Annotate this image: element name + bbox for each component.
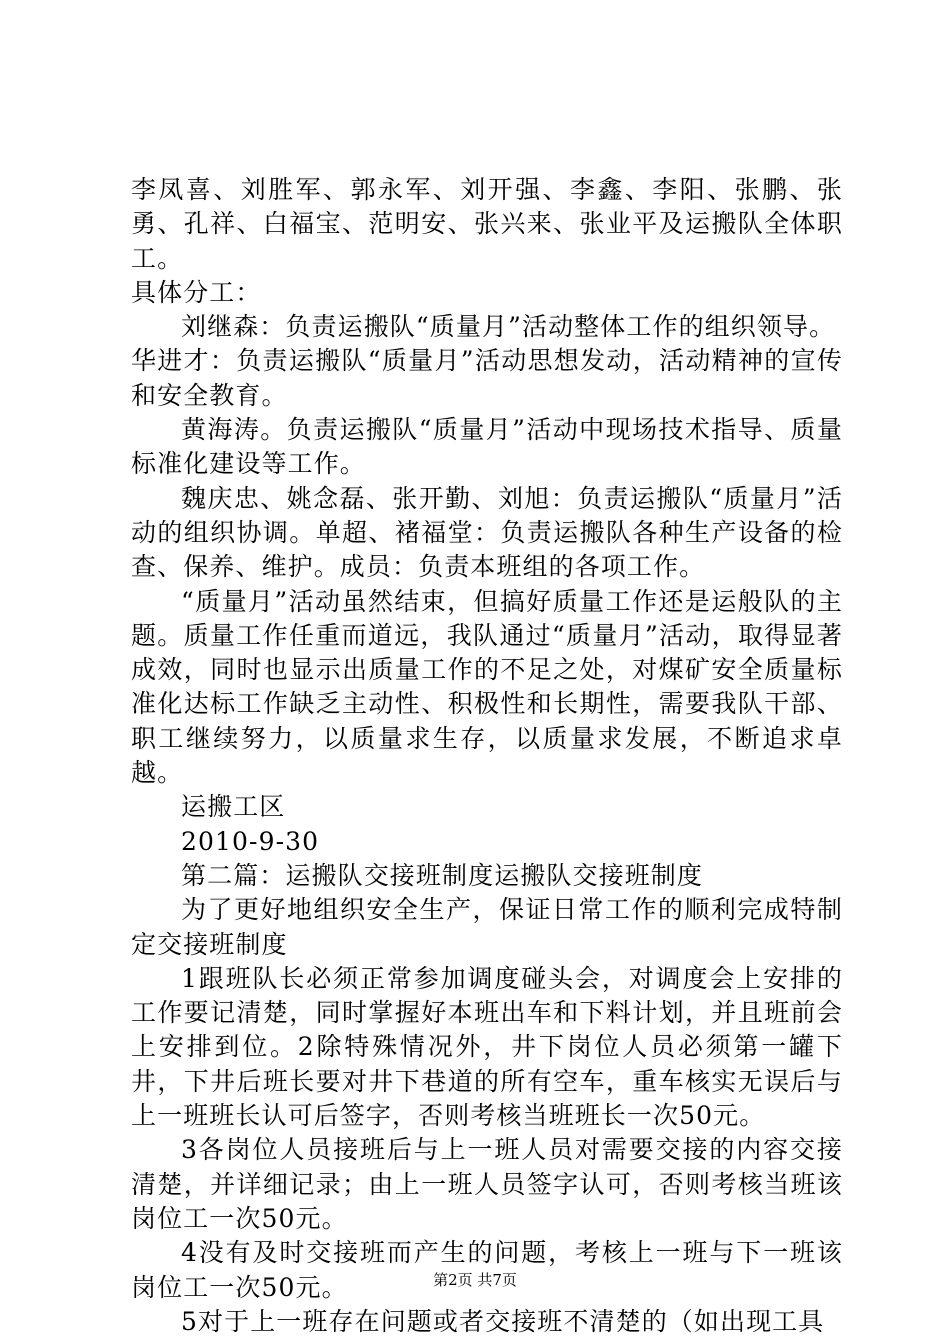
signature-unit: 运搬工区 bbox=[181, 792, 286, 822]
paragraph: 3各岗位人员接班后与上一班人员对需要交接的内容交接清楚，并详细记录；由上一班人员签字认可，否则考核当班该岗位工一次50元。 bbox=[131, 1135, 843, 1233]
document-body bbox=[131, 173, 843, 1339]
paragraph: 魏庆忠、姚念磊、张开勤、刘旭：负责运搬队“质量月”活动的组织协调。单超、褚福堂：负责运搬队各种生产设备的检查、保养、维护。成员：负责本班组的各项工作。 bbox=[131, 483, 843, 582]
paragraph: 1跟班队长必须正常参加调度碰头会，对调度会上安排的工作要记清楚，同时掌握好本班出车和下料计划，并且班前会上安排到位。2除特殊情况外，井下岗位人员必须第一罐下井，下井后班长要对井下巷道的所有空车，重车核实无误后与上一班班长认可后签字，否则考核当班班长一次50元。 bbox=[131, 963, 843, 1131]
section-heading: 第二篇：运搬队交接班制度运搬队交接班制度 bbox=[181, 860, 704, 890]
signature-date: 2010-9-30 bbox=[181, 826, 320, 856]
paragraph: “质量月”活动虽然结束，但搞好质量工作还是运般队的主题。质量工作任重而道远，我队通过“质量月”活动，取得显著成效，同时也显示出质量工作的不足之处，对煤矿安全质量标准化达标工作缺乏主动性、积极性和长期性，需要我队干部、职工继续努力，以质量求生存，以质量求发展，不断追求卓越。 bbox=[131, 586, 843, 788]
page-number-footer: 第2页 共7页 bbox=[433, 1271, 517, 1289]
paragraph: 为了更好地组织安全生产，保证日常工作的顺利完成特制定交接班制度 bbox=[131, 895, 843, 959]
paragraph: 具体分工： bbox=[131, 277, 262, 307]
paragraph: 刘继森：负责运搬队“质量月”活动整体工作的组织领导。 bbox=[181, 312, 836, 342]
paragraph: 华进才：负责运搬队“质量月”活动思想发动，活动精神的宣传和安全教育。 bbox=[131, 346, 843, 410]
paragraph: 黄海涛。负责运搬队“质量月”活动中现场技术指导、质量标准化建设等工作。 bbox=[131, 415, 843, 479]
paragraph: 5对于上一班存在问题或者交接班不清楚的（如出现工具 bbox=[181, 1306, 825, 1336]
paragraph: 李凤喜、刘胜军、郭永军、刘开强、李鑫、李阳、张鹏、张勇、孔祥、白福宝、范明安、张兴来、张业平及运搬队全体职工。 bbox=[131, 175, 843, 273]
paragraph: 4没有及时交接班而产生的问题，考核上一班与下一班该岗位工一次50元。 bbox=[131, 1238, 843, 1302]
